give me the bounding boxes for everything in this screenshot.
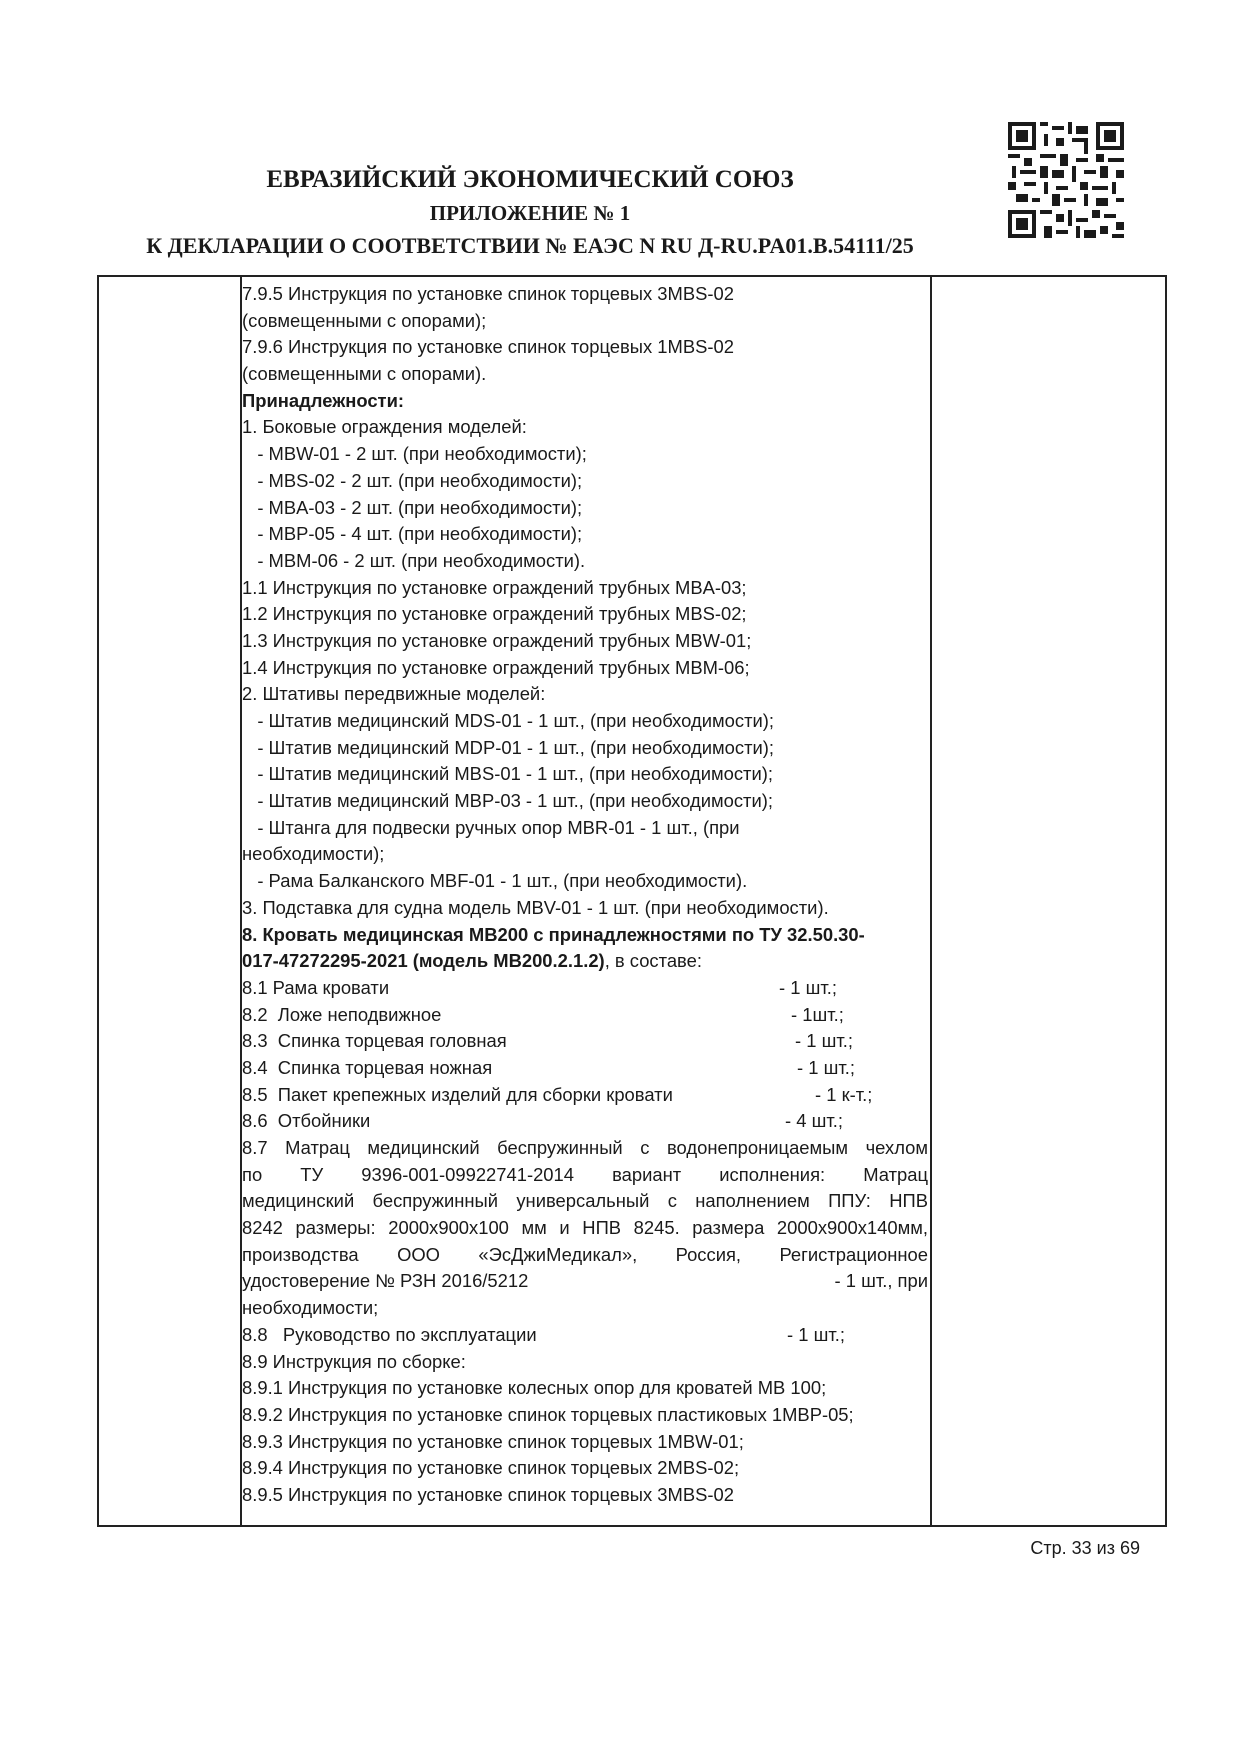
section-heading: Принадлежности: [242, 389, 404, 411]
list-item [242, 975, 928, 1002]
item-label: 8.8 Руководство по эксплуатации [242, 1323, 537, 1345]
text-line: 8.9 Инструкция по сборке: [242, 1350, 466, 1372]
text-line: - Штатив медицинский MDP-01 - 1 шт., (при необходимости); [242, 736, 774, 758]
item-qty: - 1 шт.; [797, 1056, 855, 1078]
item-label: удостоверение № РЗН 2016/5212 [242, 1270, 529, 1292]
text-line: - MBP-05 - 4 шт. (при необходимости); [242, 523, 583, 545]
text-line: 8.9.5 Инструкция по установке спинок торцевых 3MBS-02 [242, 1483, 734, 1505]
page-number: Стр. 33 из 69 [1030, 1538, 1140, 1558]
text-line: 8.7 Матрац медицинский беспружинный с водонепроницаемым чехлом [242, 1137, 928, 1158]
list-item [242, 1268, 928, 1295]
text-line: (совмещенными с опорами). [242, 363, 487, 385]
item-qty: - 1 шт., при [834, 1270, 928, 1292]
list-item [242, 1108, 928, 1135]
item-qty: - 1шт.; [791, 1003, 844, 1025]
text-line: 1.3 Инструкция по установке ограждений трубных MBW-01; [242, 629, 752, 651]
text-line: - Штатив медицинский MBP-03 - 1 шт., (при необходимости); [242, 790, 773, 812]
list-item [242, 1002, 928, 1029]
text-line: (совмещенными с опорами); [242, 309, 487, 331]
text-line: 2. Штативы передвижные моделей: [242, 683, 546, 705]
qr-code-icon [1008, 122, 1124, 238]
text-line: 8.9.1 Инструкция по установке колесных опор для кроватей MB 100; [242, 1377, 827, 1399]
text-line: 8242 размеры: 2000x900x100 мм и НПВ 8245. размера 2000x900x140мм, [242, 1217, 928, 1239]
text-line: 8.9.3 Инструкция по установке спинок торцевых 1MBW-01; [242, 1430, 744, 1452]
item-qty: - 1 к-т.; [815, 1083, 873, 1105]
text-line: - Штатив медицинский MBS-01 - 1 шт., (при необходимости); [242, 763, 773, 785]
item-label: 8.4 Спинка торцевая ножная [242, 1056, 493, 1078]
item-qty: - 4 шт.; [785, 1110, 843, 1132]
text-line: - Штанга для подвески ручных опор MBR-01 - 1 шт., (при [242, 816, 740, 838]
text-line: медицинский беспружинный универсальный с наполнением ППУ: НПВ [242, 1190, 928, 1212]
item-label: 8.1 Рама кровати [242, 976, 390, 998]
text-line: 1.4 Инструкция по установке ограждений трубных MBM-06; [242, 656, 750, 678]
appendix-title: ПРИЛОЖЕНИЕ № 1 [429, 201, 631, 225]
text-line: 7.9.6 Инструкция по установке спинок торцевых 1MBS-02 [242, 336, 734, 358]
text-line: необходимости); [242, 843, 385, 865]
list-item [242, 1322, 928, 1349]
text-line: - Штатив медицинский MDS-01 - 1 шт., (при необходимости); [242, 710, 774, 731]
list-item [242, 1082, 928, 1109]
section-8-heading: 8. Кровать медицинская MB200 с принадлежностями по ТУ 32.50.30- [242, 923, 865, 945]
declaration-table [97, 275, 1167, 1527]
text-line: 8.9.4 Инструкция по установке спинок торцевых 2MBS-02; [242, 1457, 740, 1479]
item-qty: - 1 шт.; [795, 1030, 853, 1052]
text-line: 1. Боковые ограждения моделей: [242, 416, 527, 438]
table-column-divider [930, 277, 932, 1525]
text-line: - MBA-03 - 2 шт. (при необходимости); [242, 496, 583, 518]
list-item [242, 1028, 928, 1055]
text-line: - MBM-06 - 2 шт. (при необходимости). [242, 549, 586, 571]
text-line: производства ООО «ЭсДжиМедикал», Россия, Регистрационное [242, 1243, 928, 1265]
item-qty: - 1 шт.; [779, 976, 837, 998]
text-line: 1.1 Инструкция по установке ограждений трубных MBA-03; [242, 576, 747, 598]
list-item [242, 1055, 928, 1082]
table-content-cell [242, 281, 928, 1509]
item-label: 8.5 Пакет крепежных изделий для сборки кровати [242, 1083, 673, 1105]
text-line: 3. Подставка для судна модель MBV-01 - 1 шт. (при необходимости). [242, 896, 829, 918]
section-8-heading-cont [242, 948, 928, 975]
union-title: ЕВРАЗИЙСКИЙ ЭКОНОМИЧЕСКИЙ СОЮЗ [266, 166, 794, 193]
item-label: 8.3 Спинка торцевая головная [242, 1030, 507, 1052]
text-line: 1.2 Инструкция по установке ограждений трубных MBS-02; [242, 603, 747, 625]
item-label: 8.6 Отбойники [242, 1110, 371, 1132]
text-line: необходимости; [242, 1297, 379, 1319]
text-line: - Рама Балканского MBF-01 - 1 шт., (при необходимости). [242, 870, 748, 892]
section-8-suffix: , в составе: [604, 950, 702, 972]
declaration-title: К ДЕКЛАРАЦИИ О СООТВЕТСТВИИ № ЕАЭС N RU Д-RU.PA01.B.54111/25 [146, 233, 914, 258]
item-label: 8.2 Ложе неподвижное [242, 1003, 442, 1025]
text-line: - MBS-02 - 2 шт. (при необходимости); [242, 469, 583, 491]
section-8-model: 017-47272295-2021 (модель MB200.2.1.2) [242, 950, 605, 972]
item-qty: - 1 шт.; [787, 1323, 845, 1345]
text-line: по ТУ 9396-001-09922741-2014 вариант исполнения: Матрац [242, 1163, 928, 1185]
text-line: 7.9.5 Инструкция по установке спинок торцевых 3MBS-02 [242, 283, 734, 304]
text-line: - MBW-01 - 2 шт. (при необходимости); [242, 443, 587, 465]
text-line: 8.9.2 Инструкция по установке спинок торцевых пластиковых 1MBP-05; [242, 1403, 854, 1425]
